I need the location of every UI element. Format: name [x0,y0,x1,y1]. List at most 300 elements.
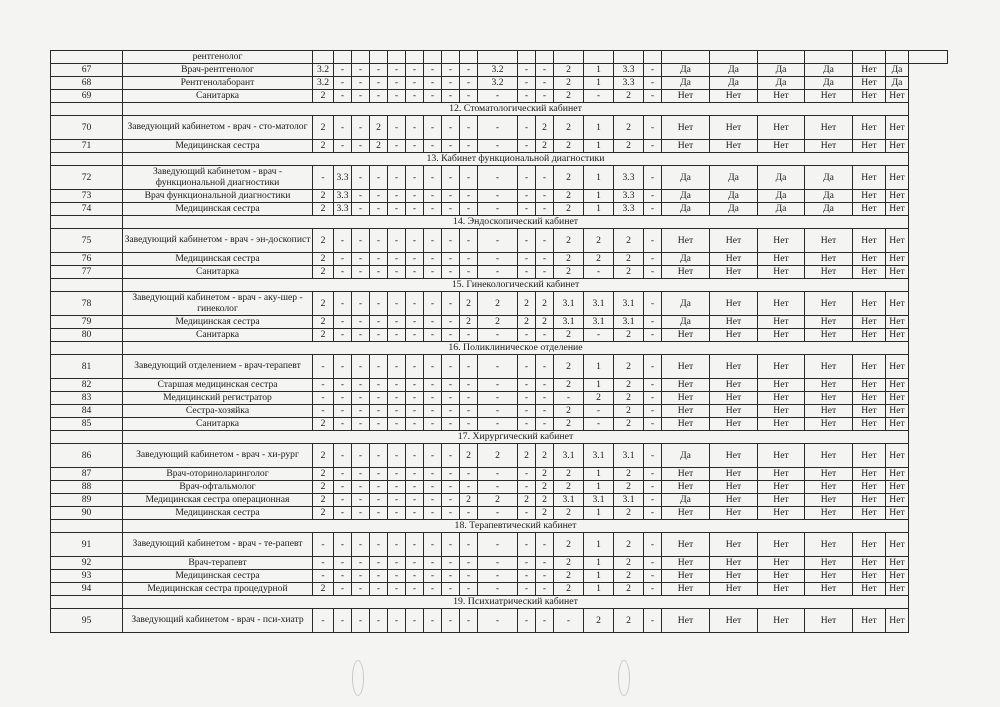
value-cell: 2 [584,392,614,405]
value-cell: - [460,266,478,279]
position-name: Заведующий кабинетом - врач - эн-доскопист [123,229,313,253]
value-cell: - [334,140,352,153]
section-num-cell [51,103,123,116]
section-title: 19. Психиатрический кабинет [123,596,909,609]
value-cell: Да [710,203,758,216]
value-cell [584,51,614,64]
value-cell: - [460,166,478,190]
value-cell: Нет [805,392,853,405]
table-row [51,444,948,468]
value-cell: 2 [518,444,536,468]
value-cell: Нет [710,355,758,379]
value-cell: Нет [886,609,909,633]
value-cell [758,51,805,64]
value-cell: - [334,355,352,379]
value-cell: 3.3 [614,77,644,90]
value-cell: Нет [758,583,805,596]
value-cell: Нет [662,266,710,279]
value-cell: - [536,570,554,583]
value-cell: 2 [614,533,644,557]
value-cell: - [370,64,388,77]
section-header-row [51,153,948,166]
value-cell: - [370,266,388,279]
value-cell: 2 [313,494,334,507]
position-name: Санитарка [123,418,313,431]
value-cell: Нет [710,379,758,392]
value-cell: - [370,583,388,596]
value-cell: - [442,481,460,494]
value-cell [334,51,352,64]
value-cell [313,51,334,64]
value-cell: Нет [710,253,758,266]
value-cell: - [478,583,518,596]
value-cell [406,51,424,64]
value-cell: Нет [805,90,853,103]
value-cell: - [370,253,388,266]
table-row [51,507,948,520]
value-cell: - [424,494,442,507]
value-cell: 2 [478,292,518,316]
row-number: 76 [51,253,123,266]
value-cell: - [644,392,662,405]
value-cell: - [536,355,554,379]
value-cell: 2 [554,116,584,140]
value-cell: 2 [313,190,334,203]
value-cell: - [424,77,442,90]
value-cell: 3.3 [334,203,352,216]
value-cell: - [536,405,554,418]
value-cell: - [406,253,424,266]
value-cell: 2 [614,583,644,596]
value-cell: - [644,64,662,77]
value-cell: Нет [758,379,805,392]
value-cell: Да [662,203,710,216]
value-cell: - [478,190,518,203]
position-name: Медицинская сестра [123,253,313,266]
value-cell: Да [805,166,853,190]
value-cell: Нет [886,507,909,520]
value-cell: 2 [536,116,554,140]
value-cell: - [352,229,370,253]
value-cell: Да [805,203,853,216]
value-cell: Нет [805,405,853,418]
value-cell: 3.1 [554,444,584,468]
value-cell: - [352,468,370,481]
value-cell: - [518,481,536,494]
value-cell: Да [662,166,710,190]
value-cell: - [406,583,424,596]
section-title: 17. Хирургический кабинет [123,431,909,444]
value-cell: - [644,329,662,342]
value-cell: - [424,379,442,392]
value-cell: Нет [662,533,710,557]
value-cell: - [644,116,662,140]
value-cell: Да [805,77,853,90]
value-cell: Да [710,64,758,77]
value-cell: - [442,190,460,203]
value-cell: - [370,379,388,392]
value-cell: - [334,116,352,140]
value-cell: - [460,90,478,103]
value-cell: - [388,316,406,329]
value-cell: Нет [853,90,886,103]
value-cell: - [352,570,370,583]
value-cell: - [313,166,334,190]
table-row [51,292,948,316]
value-cell [886,51,909,64]
value-cell: - [442,292,460,316]
value-cell: 2 [614,329,644,342]
value-cell: 3.1 [584,494,614,507]
value-cell: 3.1 [614,316,644,329]
value-cell: - [370,316,388,329]
value-cell: 1 [584,557,614,570]
value-cell: - [388,292,406,316]
value-cell: - [424,90,442,103]
value-cell: - [370,481,388,494]
value-cell: - [334,557,352,570]
value-cell: - [518,557,536,570]
value-cell: - [424,392,442,405]
value-cell: - [406,533,424,557]
value-cell: Нет [805,316,853,329]
value-cell: Нет [758,316,805,329]
row-number: 87 [51,468,123,481]
value-cell: Нет [662,570,710,583]
value-cell: - [460,481,478,494]
value-cell: - [370,190,388,203]
value-cell: - [424,203,442,216]
value-cell: 2 [536,481,554,494]
value-cell: - [334,229,352,253]
value-cell: 2 [554,418,584,431]
table-row [51,166,948,190]
value-cell: Нет [662,418,710,431]
value-cell: - [460,229,478,253]
section-num-cell [51,520,123,533]
value-cell: 3.2 [313,64,334,77]
value-cell: - [424,166,442,190]
value-cell: Нет [853,533,886,557]
value-cell: - [388,116,406,140]
value-cell: - [406,444,424,468]
value-cell: Нет [758,468,805,481]
value-cell: 3.1 [554,494,584,507]
value-cell: - [460,507,478,520]
value-cell: - [313,570,334,583]
value-cell: Нет [853,507,886,520]
value-cell: Да [662,190,710,203]
value-cell: 2 [614,481,644,494]
value-cell: - [442,570,460,583]
value-cell: - [478,166,518,190]
section-header-row [51,279,948,292]
value-cell: - [478,570,518,583]
value-cell: - [313,379,334,392]
value-cell: - [370,507,388,520]
value-cell: - [370,203,388,216]
value-cell: 1 [584,583,614,596]
value-cell: Нет [758,418,805,431]
value-cell: Нет [662,379,710,392]
value-cell: Нет [710,405,758,418]
value-cell [644,51,662,64]
table-row [51,355,948,379]
value-cell: 2 [370,116,388,140]
value-cell: - [478,379,518,392]
value-cell: - [584,329,614,342]
value-cell: - [460,329,478,342]
value-cell: Нет [853,583,886,596]
value-cell: - [478,481,518,494]
value-cell: Нет [853,116,886,140]
value-cell: - [584,90,614,103]
value-cell: 2 [478,494,518,507]
value-cell [518,51,536,64]
value-cell: - [442,557,460,570]
table-row [51,405,948,418]
value-cell: - [554,609,584,633]
value-cell: - [442,609,460,633]
value-cell: - [406,481,424,494]
value-cell: - [388,379,406,392]
value-cell: 2 [554,533,584,557]
value-cell: - [644,405,662,418]
value-cell: - [388,77,406,90]
value-cell: - [352,557,370,570]
value-cell: - [334,481,352,494]
value-cell: 2 [536,140,554,153]
value-cell: Нет [758,266,805,279]
value-cell: Нет [710,533,758,557]
value-cell: - [388,355,406,379]
value-cell: - [388,190,406,203]
value-cell: Нет [886,444,909,468]
row-number: 85 [51,418,123,431]
value-cell: - [536,90,554,103]
value-cell: Нет [853,203,886,216]
value-cell: Нет [662,481,710,494]
value-cell: - [518,609,536,633]
value-cell: - [370,533,388,557]
value-cell: Нет [662,355,710,379]
value-cell: - [478,418,518,431]
value-cell: - [424,64,442,77]
value-cell: - [424,355,442,379]
value-cell: 2 [554,379,584,392]
value-cell: - [460,190,478,203]
value-cell: 2 [313,418,334,431]
value-cell: - [334,405,352,418]
row-number: 80 [51,329,123,342]
value-cell: Нет [886,140,909,153]
value-cell: - [442,90,460,103]
value-cell: - [406,418,424,431]
section-header-row [51,431,948,444]
value-cell: Нет [710,570,758,583]
value-cell: 2 [554,557,584,570]
table-body [51,51,948,633]
value-cell: - [536,229,554,253]
value-cell: 2 [536,292,554,316]
value-cell: - [334,570,352,583]
value-cell: - [370,392,388,405]
value-cell: Нет [758,229,805,253]
value-cell: - [388,266,406,279]
value-cell: Нет [662,583,710,596]
value-cell: - [370,570,388,583]
position-name: Врач-терапевт [123,557,313,570]
value-cell: - [536,379,554,392]
value-cell: - [388,557,406,570]
section-header-row [51,596,948,609]
value-cell: - [460,405,478,418]
value-cell: 2 [554,203,584,216]
value-cell: Нет [886,266,909,279]
value-cell: - [388,481,406,494]
value-cell: - [536,329,554,342]
value-cell: - [352,329,370,342]
table-row [51,77,948,90]
value-cell: 2 [554,481,584,494]
position-name: Медицинская сестра [123,570,313,583]
value-cell: 2 [614,570,644,583]
value-cell: 3.1 [614,292,644,316]
value-cell: Нет [805,583,853,596]
value-cell: Нет [662,507,710,520]
row-number: 77 [51,266,123,279]
value-cell: 2 [313,116,334,140]
value-cell: 2 [518,292,536,316]
row-number: 72 [51,166,123,190]
value-cell: - [334,77,352,90]
binder-hole-right [618,660,630,696]
value-cell: 2 [313,444,334,468]
value-cell: - [388,329,406,342]
value-cell: 2 [460,444,478,468]
value-cell: 1 [584,468,614,481]
value-cell: - [518,229,536,253]
value-cell: - [334,609,352,633]
table-row [51,533,948,557]
value-cell: Нет [758,392,805,405]
value-cell: 2 [584,229,614,253]
row-number: 78 [51,292,123,316]
value-cell: Да [710,190,758,203]
value-cell: - [334,468,352,481]
value-cell: Нет [886,557,909,570]
value-cell: Нет [758,253,805,266]
value-cell: Нет [662,557,710,570]
value-cell: 1 [584,507,614,520]
value-cell: 2 [554,355,584,379]
value-cell: Да [662,77,710,90]
value-cell: 2 [554,77,584,90]
value-cell: Да [886,77,909,90]
value-cell: Нет [662,90,710,103]
value-cell: - [518,329,536,342]
value-cell: - [334,253,352,266]
value-cell: Нет [758,570,805,583]
table-row [51,609,948,633]
section-title: 15. Гинекологический кабинет [123,279,909,292]
position-name: Старшая медицинская сестра [123,379,313,392]
value-cell: Да [886,64,909,77]
value-cell: 2 [584,609,614,633]
value-cell: - [388,392,406,405]
value-cell: - [518,253,536,266]
value-cell: Нет [853,316,886,329]
value-cell: Нет [710,292,758,316]
section-header-row [51,103,948,116]
value-cell: 2 [614,379,644,392]
value-cell: 2 [536,316,554,329]
row-number: 67 [51,64,123,77]
value-cell: - [352,77,370,90]
value-cell: 2 [478,444,518,468]
value-cell: - [478,266,518,279]
value-cell: - [478,355,518,379]
value-cell: Да [710,77,758,90]
value-cell: - [370,229,388,253]
value-cell: Нет [758,507,805,520]
value-cell: Нет [805,468,853,481]
value-cell: - [352,166,370,190]
value-cell: - [518,405,536,418]
value-cell: 2 [554,64,584,77]
value-cell: 2 [313,468,334,481]
value-cell [662,51,710,64]
value-cell: 2 [313,140,334,153]
value-cell: Нет [886,405,909,418]
value-cell: 3.2 [313,77,334,90]
value-cell: - [388,507,406,520]
attestation-table-sheet [50,50,948,633]
value-cell: - [406,166,424,190]
value-cell [478,51,518,64]
value-cell: - [460,392,478,405]
value-cell: 1 [584,203,614,216]
value-cell: - [478,203,518,216]
value-cell [536,51,554,64]
value-cell: Нет [853,481,886,494]
value-cell: Нет [710,468,758,481]
value-cell: Нет [886,166,909,190]
value-cell: - [352,116,370,140]
value-cell: Нет [662,329,710,342]
value-cell: - [406,116,424,140]
value-cell: 2 [313,316,334,329]
value-cell: - [460,140,478,153]
value-cell: Нет [662,140,710,153]
table-row [51,64,948,77]
value-cell: - [334,444,352,468]
section-num-cell [51,342,123,355]
value-cell: Нет [805,507,853,520]
value-cell: - [536,418,554,431]
value-cell: - [644,190,662,203]
value-cell: 2 [313,329,334,342]
table-row [51,266,948,279]
value-cell: - [644,316,662,329]
value-cell: - [644,481,662,494]
value-cell: Нет [886,355,909,379]
table-row [51,418,948,431]
value-cell: - [644,468,662,481]
value-cell: - [518,468,536,481]
value-cell: - [584,405,614,418]
value-cell: Нет [710,392,758,405]
